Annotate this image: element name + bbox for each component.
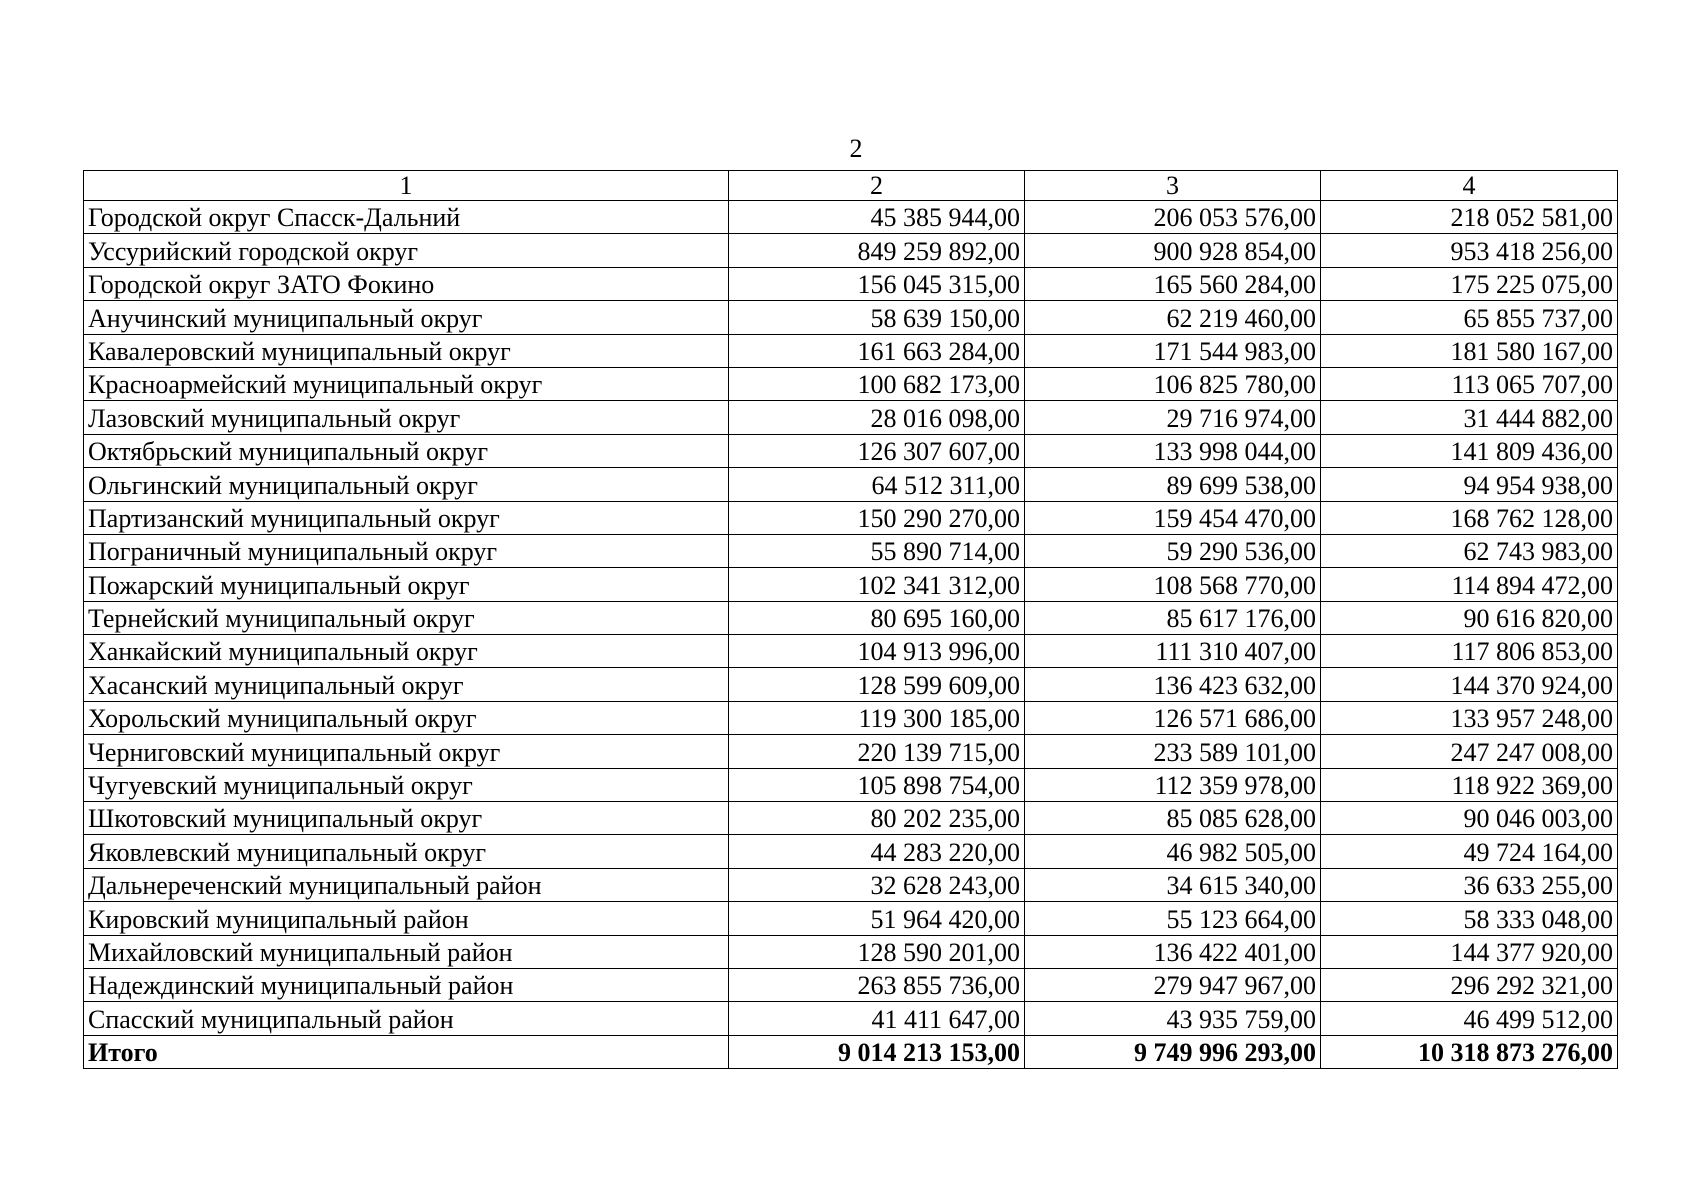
- table-row: [84, 835, 1618, 868]
- table-row: [84, 802, 1618, 835]
- value-column-3: 85 617 176,00: [1025, 601, 1321, 634]
- value-column-2: 51 964 420,00: [729, 902, 1025, 935]
- value-column-3: 136 423 632,00: [1025, 668, 1321, 701]
- table-body: [84, 201, 1618, 1036]
- municipality-name: Черниговский муниципальный округ: [84, 735, 729, 768]
- header-row: [84, 171, 1618, 201]
- total-label: Итого: [84, 1035, 729, 1068]
- municipality-name: Городской округ ЗАТО Фокино: [84, 267, 729, 300]
- value-column-4: 36 633 255,00: [1321, 868, 1618, 901]
- municipality-name: Кировский муниципальный район: [84, 902, 729, 935]
- value-column-2: 263 855 736,00: [729, 968, 1025, 1001]
- value-column-3: 89 699 538,00: [1025, 468, 1321, 501]
- total-value-4: 10 318 873 276,00: [1321, 1035, 1618, 1068]
- value-column-2: 105 898 754,00: [729, 768, 1025, 801]
- table-row: [84, 635, 1618, 668]
- column-header-2: 2: [729, 171, 1025, 201]
- municipality-name: Ханкайский муниципальный округ: [84, 635, 729, 668]
- value-column-4: 118 922 369,00: [1321, 768, 1618, 801]
- value-column-4: 247 247 008,00: [1321, 735, 1618, 768]
- value-column-3: 159 454 470,00: [1025, 501, 1321, 534]
- table-row: [84, 334, 1618, 367]
- value-column-2: 58 639 150,00: [729, 301, 1025, 334]
- municipality-name: Лазовский муниципальный округ: [84, 401, 729, 434]
- value-column-3: 55 123 664,00: [1025, 902, 1321, 935]
- value-column-2: 100 682 173,00: [729, 367, 1025, 400]
- value-column-2: 28 016 098,00: [729, 401, 1025, 434]
- value-column-2: 128 599 609,00: [729, 668, 1025, 701]
- value-column-3: 34 615 340,00: [1025, 868, 1321, 901]
- municipality-name: Хорольский муниципальный округ: [84, 701, 729, 734]
- table-row: [84, 601, 1618, 634]
- value-column-4: 62 743 983,00: [1321, 534, 1618, 567]
- table-row: [84, 868, 1618, 901]
- value-column-4: 953 418 256,00: [1321, 234, 1618, 267]
- value-column-3: 126 571 686,00: [1025, 701, 1321, 734]
- municipality-name: Октябрьский муниципальный округ: [84, 434, 729, 467]
- value-column-4: 141 809 436,00: [1321, 434, 1618, 467]
- column-header-4: 4: [1321, 171, 1618, 201]
- table-row: [84, 568, 1618, 601]
- value-column-4: 218 052 581,00: [1321, 201, 1618, 234]
- table-row: [84, 768, 1618, 801]
- table-row: [84, 701, 1618, 734]
- value-column-3: 108 568 770,00: [1025, 568, 1321, 601]
- value-column-4: 144 377 920,00: [1321, 935, 1618, 968]
- value-column-2: 80 202 235,00: [729, 802, 1025, 835]
- table-row: [84, 902, 1618, 935]
- value-column-2: 32 628 243,00: [729, 868, 1025, 901]
- value-column-4: 114 894 472,00: [1321, 568, 1618, 601]
- value-column-3: 46 982 505,00: [1025, 835, 1321, 868]
- value-column-3: 133 998 044,00: [1025, 434, 1321, 467]
- table-row: [84, 1002, 1618, 1035]
- municipality-name: Уссурийский городской округ: [84, 234, 729, 267]
- value-column-2: 220 139 715,00: [729, 735, 1025, 768]
- table-row: [84, 468, 1618, 501]
- value-column-2: 64 512 311,00: [729, 468, 1025, 501]
- value-column-3: 136 422 401,00: [1025, 935, 1321, 968]
- value-column-2: 161 663 284,00: [729, 334, 1025, 367]
- value-column-2: 102 341 312,00: [729, 568, 1025, 601]
- table-row: [84, 434, 1618, 467]
- municipality-name: Партизанский муниципальный округ: [84, 501, 729, 534]
- municipality-name: Хасанский муниципальный округ: [84, 668, 729, 701]
- municipality-name: Надеждинский муниципальный район: [84, 968, 729, 1001]
- value-column-4: 133 957 248,00: [1321, 701, 1618, 734]
- table-row: [84, 735, 1618, 768]
- value-column-2: 45 385 944,00: [729, 201, 1025, 234]
- value-column-4: 117 806 853,00: [1321, 635, 1618, 668]
- table-row: [84, 201, 1618, 234]
- value-column-4: 144 370 924,00: [1321, 668, 1618, 701]
- total-value-2: 9 014 213 153,00: [729, 1035, 1025, 1068]
- value-column-3: 112 359 978,00: [1025, 768, 1321, 801]
- table-row: [84, 501, 1618, 534]
- value-column-2: 128 590 201,00: [729, 935, 1025, 968]
- value-column-3: 85 085 628,00: [1025, 802, 1321, 835]
- municipality-name: Яковлевский муниципальный округ: [84, 835, 729, 868]
- column-header-1: 1: [84, 171, 729, 201]
- value-column-4: 296 292 321,00: [1321, 968, 1618, 1001]
- value-column-2: 41 411 647,00: [729, 1002, 1025, 1035]
- value-column-4: 90 046 003,00: [1321, 802, 1618, 835]
- municipality-name: Пожарский муниципальный округ: [84, 568, 729, 601]
- municipality-name: Михайловский муниципальный район: [84, 935, 729, 968]
- municipality-name: Пограничный муниципальный округ: [84, 534, 729, 567]
- value-column-4: 46 499 512,00: [1321, 1002, 1618, 1035]
- value-column-3: 900 928 854,00: [1025, 234, 1321, 267]
- value-column-3: 165 560 284,00: [1025, 267, 1321, 300]
- municipality-name: Тернейский муниципальный округ: [84, 601, 729, 634]
- value-column-3: 111 310 407,00: [1025, 635, 1321, 668]
- value-column-4: 49 724 164,00: [1321, 835, 1618, 868]
- municipality-name: Шкотовский муниципальный округ: [84, 802, 729, 835]
- municipality-name: Кавалеровский муниципальный округ: [84, 334, 729, 367]
- value-column-4: 175 225 075,00: [1321, 267, 1618, 300]
- table-row: [84, 668, 1618, 701]
- value-column-3: 233 589 101,00: [1025, 735, 1321, 768]
- value-column-3: 106 825 780,00: [1025, 367, 1321, 400]
- municipality-name: Ольгинский муниципальный округ: [84, 468, 729, 501]
- value-column-2: 126 307 607,00: [729, 434, 1025, 467]
- value-column-2: 156 045 315,00: [729, 267, 1025, 300]
- value-column-4: 58 333 048,00: [1321, 902, 1618, 935]
- table-row: [84, 401, 1618, 434]
- value-column-4: 113 065 707,00: [1321, 367, 1618, 400]
- value-column-3: 29 716 974,00: [1025, 401, 1321, 434]
- value-column-4: 90 616 820,00: [1321, 601, 1618, 634]
- value-column-4: 94 954 938,00: [1321, 468, 1618, 501]
- municipality-name: Красноармейский муниципальный округ: [84, 367, 729, 400]
- municipality-name: Городской округ Спасск-Дальний: [84, 201, 729, 234]
- value-column-2: 55 890 714,00: [729, 534, 1025, 567]
- table-row: [84, 534, 1618, 567]
- table-row: [84, 935, 1618, 968]
- table-row: [84, 234, 1618, 267]
- total-row: [84, 1035, 1618, 1068]
- table-row: [84, 301, 1618, 334]
- table-row: [84, 367, 1618, 400]
- municipality-name: Спасский муниципальный район: [84, 1002, 729, 1035]
- value-column-3: 279 947 967,00: [1025, 968, 1321, 1001]
- municipality-name: Анучинский муниципальный округ: [84, 301, 729, 334]
- table-row: [84, 968, 1618, 1001]
- value-column-2: 104 913 996,00: [729, 635, 1025, 668]
- value-column-3: 43 935 759,00: [1025, 1002, 1321, 1035]
- municipality-name: Чугуевский муниципальный округ: [84, 768, 729, 801]
- value-column-4: 181 580 167,00: [1321, 334, 1618, 367]
- budget-table: [83, 170, 1618, 1069]
- value-column-3: 62 219 460,00: [1025, 301, 1321, 334]
- page-number: 2: [849, 134, 863, 163]
- value-column-4: 31 444 882,00: [1321, 401, 1618, 434]
- value-column-2: 80 695 160,00: [729, 601, 1025, 634]
- table-row: [84, 267, 1618, 300]
- value-column-2: 119 300 185,00: [729, 701, 1025, 734]
- total-value-3: 9 749 996 293,00: [1025, 1035, 1321, 1068]
- value-column-2: 150 290 270,00: [729, 501, 1025, 534]
- value-column-3: 171 544 983,00: [1025, 334, 1321, 367]
- value-column-3: 59 290 536,00: [1025, 534, 1321, 567]
- municipality-name: Дальнереченский муниципальный район: [84, 868, 729, 901]
- value-column-3: 206 053 576,00: [1025, 201, 1321, 234]
- value-column-4: 168 762 128,00: [1321, 501, 1618, 534]
- value-column-2: 849 259 892,00: [729, 234, 1025, 267]
- column-header-3: 3: [1025, 171, 1321, 201]
- value-column-4: 65 855 737,00: [1321, 301, 1618, 334]
- value-column-2: 44 283 220,00: [729, 835, 1025, 868]
